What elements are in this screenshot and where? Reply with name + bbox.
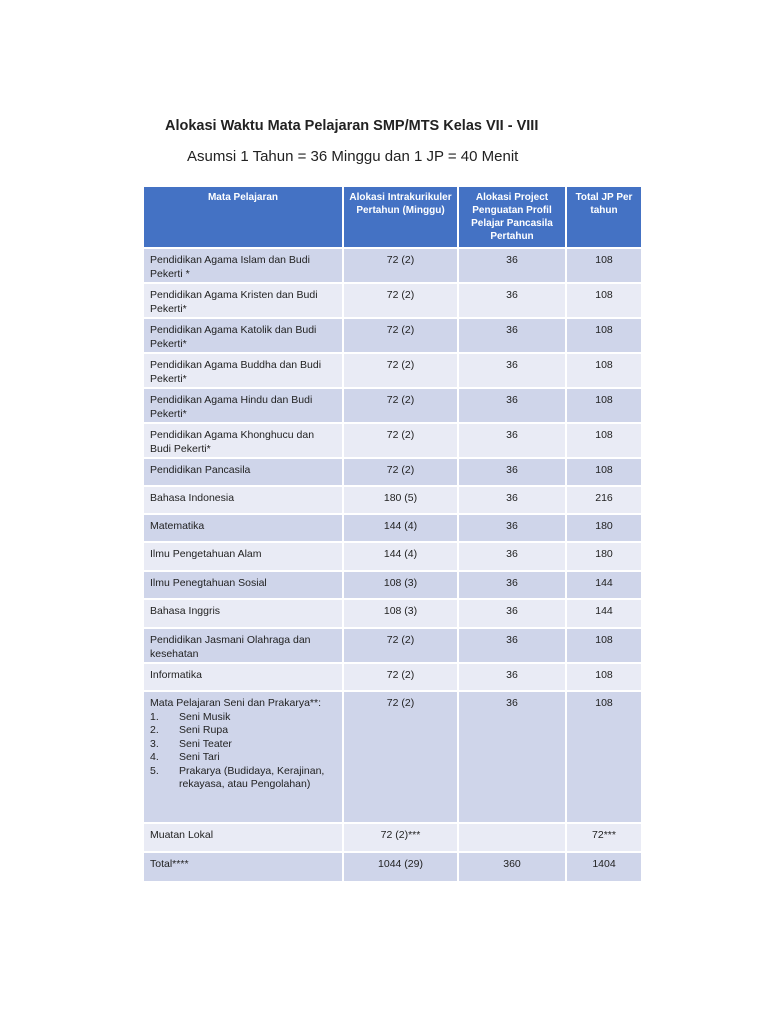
table-row	[144, 486, 641, 514]
intra-cell: 72 (2)	[343, 283, 458, 318]
list-item-label: Seni Musik	[179, 710, 231, 723]
total-cell: 108	[566, 388, 641, 423]
intra-cell: 72 (2)	[343, 458, 458, 486]
project-cell: 36	[458, 248, 566, 283]
project-cell: 36	[458, 663, 566, 691]
list-item-number: 2.	[150, 724, 159, 736]
total-cell: 216	[566, 486, 641, 514]
project-cell: 36	[458, 423, 566, 458]
subject-cell: Informatika	[144, 663, 343, 691]
page-title: Alokasi Waktu Mata Pelajaran SMP/MTS Kelas VII - VIII	[165, 118, 539, 134]
intra-cell: 1044 (29)	[343, 852, 458, 881]
project-cell: 360	[458, 852, 566, 881]
list-item	[150, 724, 336, 738]
table-row	[144, 458, 641, 486]
intra-cell: 72 (2)	[343, 248, 458, 283]
intra-cell: 108 (3)	[343, 599, 458, 628]
table-row	[144, 248, 641, 283]
project-cell: 36	[458, 388, 566, 423]
list-item-number: 4.	[150, 751, 159, 763]
intra-cell: 72 (2)	[343, 628, 458, 663]
total-cell: 108	[566, 458, 641, 486]
project-cell: 36	[458, 542, 566, 571]
total-cell: 180	[566, 542, 641, 571]
project-cell: 36	[458, 283, 566, 318]
page-subtitle: Asumsi 1 Tahun = 36 Minggu dan 1 JP = 40 Menit	[187, 148, 519, 165]
table-row	[144, 542, 641, 571]
total-cell: 108	[566, 691, 641, 823]
total-cell: 108	[566, 353, 641, 388]
table-row	[144, 514, 641, 542]
table-row	[144, 423, 641, 458]
subject-cell: Muatan Lokal	[144, 823, 343, 852]
table-row	[144, 571, 641, 599]
total-cell: 180	[566, 514, 641, 542]
table-row	[144, 628, 641, 663]
subject-cell: Pendidikan Jasmani Olahraga dan kesehatan	[144, 628, 343, 663]
intra-cell: 72 (2)	[343, 353, 458, 388]
header-subject: Mata Pelajaran	[144, 187, 343, 248]
subject-cell: Pendidikan Agama Hindu dan Budi Pekerti*	[144, 388, 343, 423]
table-row	[144, 318, 641, 353]
list-item	[150, 765, 336, 792]
subject-cell: Pendidikan Pancasila	[144, 458, 343, 486]
header-intrakurikuler: Alokasi Intrakurikuler Pertahun (Minggu)	[343, 187, 458, 248]
project-cell: 36	[458, 486, 566, 514]
subject-cell: Pendidikan Agama Katolik dan Budi Pekerti*	[144, 318, 343, 353]
total-cell: 108	[566, 248, 641, 283]
arts-subject-cell	[144, 691, 343, 823]
header-project: Alokasi Project Penguatan Profil Pelajar Pancasila Pertahun	[458, 187, 566, 248]
project-cell	[458, 823, 566, 852]
list-item-number: 3.	[150, 737, 159, 750]
table-row	[144, 599, 641, 628]
subject-cell: Pendidikan Agama Islam dan Budi Pekerti *	[144, 248, 343, 283]
header-total: Total JP Per tahun	[566, 187, 641, 248]
subject-cell: Matematika	[144, 514, 343, 542]
project-cell: 36	[458, 458, 566, 486]
intra-cell: 72 (2)	[343, 388, 458, 423]
intra-cell: 180 (5)	[343, 486, 458, 514]
intra-cell: 108 (3)	[343, 571, 458, 599]
list-item-label: Seni Tari	[179, 751, 220, 763]
total-cell: 108	[566, 283, 641, 318]
intra-cell: 72 (2)	[343, 318, 458, 353]
total-cell: 108	[566, 423, 641, 458]
total-cell: 108	[566, 318, 641, 353]
project-cell: 36	[458, 514, 566, 542]
list-item-label: Seni Rupa	[179, 724, 229, 736]
table-row	[144, 388, 641, 423]
project-cell: 36	[458, 691, 566, 823]
table-row	[144, 663, 641, 691]
project-cell: 36	[458, 353, 566, 388]
list-item-number: 1.	[150, 710, 159, 723]
intra-cell: 72 (2)	[343, 423, 458, 458]
list-item-label: Seni Teater	[179, 737, 232, 750]
list-item-number: 5.	[150, 764, 159, 777]
arts-sub-list	[150, 711, 336, 792]
subject-cell: Pendidikan Agama Kristen dan Budi Pekerti*	[144, 283, 343, 318]
project-cell: 36	[458, 628, 566, 663]
project-cell: 36	[458, 599, 566, 628]
allocation-table	[144, 187, 641, 881]
subject-cell: Bahasa Inggris	[144, 599, 343, 628]
list-item	[150, 738, 336, 752]
subject-cell: Total****	[144, 852, 343, 881]
total-cell: 72***	[566, 823, 641, 852]
arts-row	[144, 691, 641, 823]
subject-cell: Pendidikan Agama Khonghucu dan Budi Pekerti*	[144, 423, 343, 458]
subject-cell: Ilmu Penegtahuan Sosial	[144, 571, 343, 599]
total-row	[144, 852, 641, 881]
list-item-label: Prakarya (Budidaya, Kerajinan, rekayasa, atau Pengolahan)	[179, 764, 325, 790]
table-header-row	[144, 187, 641, 248]
subject-cell: Ilmu Pengetahuan Alam	[144, 542, 343, 571]
total-cell: 144	[566, 571, 641, 599]
intra-cell: 144 (4)	[343, 514, 458, 542]
intra-cell: 144 (4)	[343, 542, 458, 571]
intra-cell: 72 (2)	[343, 691, 458, 823]
total-cell: 1404	[566, 852, 641, 881]
subject-cell: Pendidikan Agama Buddha dan Budi Pekerti*	[144, 353, 343, 388]
list-item	[150, 711, 336, 725]
arts-subject-title: Mata Pelajaran Seni dan Prakarya**:	[150, 697, 322, 709]
intra-cell: 72 (2)	[343, 663, 458, 691]
list-item	[150, 751, 336, 765]
project-cell: 36	[458, 318, 566, 353]
local-content-row	[144, 823, 641, 852]
total-cell: 108	[566, 628, 641, 663]
total-cell: 108	[566, 663, 641, 691]
subject-cell: Bahasa Indonesia	[144, 486, 343, 514]
total-cell: 144	[566, 599, 641, 628]
table-row	[144, 283, 641, 318]
project-cell: 36	[458, 571, 566, 599]
intra-cell: 72 (2)***	[343, 823, 458, 852]
table-row	[144, 353, 641, 388]
